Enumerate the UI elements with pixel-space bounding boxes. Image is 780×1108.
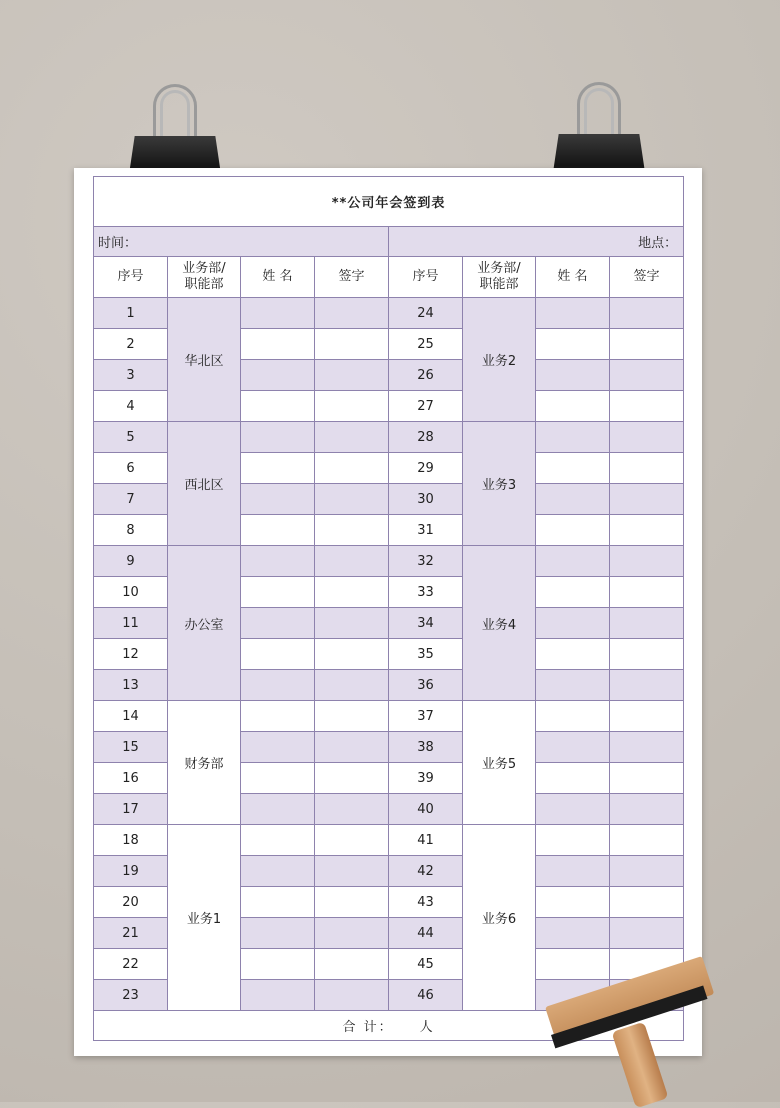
name-cell[interactable] (241, 608, 315, 639)
table-row (94, 298, 684, 329)
total-unit: 人 (419, 1020, 435, 1035)
sign-cell[interactable] (610, 856, 684, 887)
name-cell[interactable] (241, 856, 315, 887)
name-cell[interactable] (536, 360, 610, 391)
sign-cell[interactable] (610, 608, 684, 639)
name-cell[interactable] (536, 298, 610, 329)
seq-cell: 41 (389, 825, 463, 856)
seq-cell: 38 (389, 732, 463, 763)
seq-cell: 31 (389, 515, 463, 546)
header-name: 姓 名 (241, 257, 315, 298)
sign-cell[interactable] (315, 670, 389, 701)
seq-cell: 13 (94, 670, 168, 701)
name-cell[interactable] (536, 763, 610, 794)
seq-cell: 34 (389, 608, 463, 639)
table-row (94, 701, 684, 732)
name-cell[interactable] (241, 391, 315, 422)
seq-cell: 8 (94, 515, 168, 546)
seq-cell: 29 (389, 453, 463, 484)
seq-cell: 22 (94, 949, 168, 980)
name-cell[interactable] (536, 918, 610, 949)
sign-cell[interactable] (315, 360, 389, 391)
seq-cell: 30 (389, 484, 463, 515)
seq-cell: 24 (389, 298, 463, 329)
seq-cell: 4 (94, 391, 168, 422)
header-sign: 签字 (315, 257, 389, 298)
sign-cell[interactable] (315, 887, 389, 918)
sign-cell[interactable] (315, 329, 389, 360)
name-cell[interactable] (536, 856, 610, 887)
seq-cell: 5 (94, 422, 168, 453)
sign-cell[interactable] (610, 515, 684, 546)
header-dept: 业务部/ 职能部 (168, 257, 241, 298)
seq-cell: 19 (94, 856, 168, 887)
sign-cell[interactable] (610, 887, 684, 918)
seq-cell: 42 (389, 856, 463, 887)
sign-cell[interactable] (610, 453, 684, 484)
sign-cell[interactable] (315, 484, 389, 515)
seq-cell: 28 (389, 422, 463, 453)
dept-cell: 业务3 (463, 422, 536, 546)
dept-cell: 业务5 (463, 701, 536, 825)
sign-cell[interactable] (610, 825, 684, 856)
seq-cell: 40 (389, 794, 463, 825)
sign-cell[interactable] (315, 608, 389, 639)
name-cell[interactable] (536, 949, 610, 980)
sign-cell[interactable] (315, 763, 389, 794)
name-cell[interactable] (536, 329, 610, 360)
seq-cell: 25 (389, 329, 463, 360)
name-cell[interactable] (241, 546, 315, 577)
name-cell[interactable] (241, 980, 315, 1011)
seq-cell: 26 (389, 360, 463, 391)
name-cell[interactable] (536, 484, 610, 515)
seq-cell: 33 (389, 577, 463, 608)
paper-sheet (74, 168, 702, 1056)
table-row (94, 825, 684, 856)
seq-cell: 6 (94, 453, 168, 484)
sign-cell[interactable] (610, 701, 684, 732)
seq-cell: 39 (389, 763, 463, 794)
seq-cell: 10 (94, 577, 168, 608)
name-cell[interactable] (241, 825, 315, 856)
name-cell[interactable] (241, 701, 315, 732)
sign-cell[interactable] (610, 794, 684, 825)
header-seq: 序号 (94, 257, 168, 298)
sign-cell[interactable] (610, 546, 684, 577)
total-label: 合 计： (342, 1020, 394, 1035)
name-cell[interactable] (241, 918, 315, 949)
table-row (94, 422, 684, 453)
name-cell[interactable] (241, 887, 315, 918)
dept-cell: 业务1 (168, 825, 241, 1011)
name-cell[interactable] (241, 577, 315, 608)
place-field[interactable]: 地点： (389, 227, 684, 257)
table-row (94, 546, 684, 577)
dept-cell: 财务部 (168, 701, 241, 825)
name-cell[interactable] (536, 577, 610, 608)
name-cell[interactable] (536, 546, 610, 577)
sign-cell[interactable] (610, 670, 684, 701)
seq-cell: 23 (94, 980, 168, 1011)
name-cell[interactable] (536, 391, 610, 422)
seq-cell: 44 (389, 918, 463, 949)
name-cell[interactable] (241, 515, 315, 546)
dept-cell: 业务6 (463, 825, 536, 1011)
seq-cell: 2 (94, 329, 168, 360)
stamp-decoration (545, 985, 725, 1102)
seq-cell: 21 (94, 918, 168, 949)
sign-cell[interactable] (315, 980, 389, 1011)
header-sign-right: 签字 (610, 257, 684, 298)
sign-cell[interactable] (610, 298, 684, 329)
sign-cell[interactable] (610, 422, 684, 453)
name-cell[interactable] (241, 732, 315, 763)
seq-cell: 37 (389, 701, 463, 732)
name-cell[interactable] (241, 670, 315, 701)
name-cell[interactable] (241, 360, 315, 391)
seq-cell: 46 (389, 980, 463, 1011)
dept-cell: 办公室 (168, 546, 241, 701)
seq-cell: 3 (94, 360, 168, 391)
name-cell[interactable] (536, 794, 610, 825)
name-cell[interactable] (536, 453, 610, 484)
sign-cell[interactable] (315, 577, 389, 608)
dept-cell: 业务4 (463, 546, 536, 701)
sign-cell[interactable] (610, 918, 684, 949)
dept-cell: 西北区 (168, 422, 241, 546)
sign-cell[interactable] (315, 949, 389, 980)
header-seq-right: 序号 (389, 257, 463, 298)
seq-cell: 14 (94, 701, 168, 732)
name-cell[interactable] (241, 639, 315, 670)
seq-cell: 1 (94, 298, 168, 329)
seq-cell: 35 (389, 639, 463, 670)
name-cell[interactable] (536, 701, 610, 732)
sign-cell[interactable] (610, 329, 684, 360)
name-cell[interactable] (536, 825, 610, 856)
seq-cell: 17 (94, 794, 168, 825)
seq-cell: 12 (94, 639, 168, 670)
name-cell[interactable] (241, 484, 315, 515)
sign-cell[interactable] (610, 732, 684, 763)
seq-cell: 9 (94, 546, 168, 577)
name-cell[interactable] (536, 670, 610, 701)
sign-cell[interactable] (315, 298, 389, 329)
sign-cell[interactable] (315, 515, 389, 546)
seq-cell: 45 (389, 949, 463, 980)
seq-cell: 36 (389, 670, 463, 701)
sign-cell[interactable] (315, 918, 389, 949)
name-cell[interactable] (536, 639, 610, 670)
sign-cell[interactable] (315, 794, 389, 825)
sign-cell[interactable] (610, 360, 684, 391)
name-cell[interactable] (241, 453, 315, 484)
seq-cell: 7 (94, 484, 168, 515)
sign-cell[interactable] (610, 484, 684, 515)
name-cell[interactable] (536, 887, 610, 918)
seq-cell: 20 (94, 887, 168, 918)
dept-cell: 华北区 (168, 298, 241, 422)
header-dept-right: 业务部/ 职能部 (463, 257, 536, 298)
seq-cell: 32 (389, 546, 463, 577)
sign-cell[interactable] (315, 856, 389, 887)
sign-cell[interactable] (315, 546, 389, 577)
name-cell[interactable] (536, 732, 610, 763)
name-cell[interactable] (241, 329, 315, 360)
sign-cell[interactable] (315, 732, 389, 763)
sign-in-table (93, 176, 684, 1041)
seq-cell: 27 (389, 391, 463, 422)
name-cell[interactable] (241, 422, 315, 453)
name-cell[interactable] (536, 608, 610, 639)
dept-cell: 业务2 (463, 298, 536, 422)
name-cell[interactable] (536, 422, 610, 453)
sign-cell[interactable] (315, 391, 389, 422)
sign-cell[interactable] (315, 422, 389, 453)
name-cell[interactable] (241, 794, 315, 825)
page-title: **公司年会签到表 (94, 177, 684, 227)
sign-cell[interactable] (315, 825, 389, 856)
time-field[interactable]: 时间： (94, 227, 389, 257)
sign-cell[interactable] (315, 453, 389, 484)
sign-cell[interactable] (315, 701, 389, 732)
header-name-right: 姓 名 (536, 257, 610, 298)
seq-cell: 18 (94, 825, 168, 856)
seq-cell: 15 (94, 732, 168, 763)
sign-cell[interactable] (315, 639, 389, 670)
name-cell[interactable] (241, 298, 315, 329)
seq-cell: 43 (389, 887, 463, 918)
name-cell[interactable] (241, 763, 315, 794)
sign-cell[interactable] (610, 763, 684, 794)
seq-cell: 16 (94, 763, 168, 794)
name-cell[interactable] (536, 515, 610, 546)
sign-cell[interactable] (610, 639, 684, 670)
seq-cell: 11 (94, 608, 168, 639)
name-cell[interactable] (241, 949, 315, 980)
sign-cell[interactable] (610, 577, 684, 608)
sign-cell[interactable] (610, 391, 684, 422)
